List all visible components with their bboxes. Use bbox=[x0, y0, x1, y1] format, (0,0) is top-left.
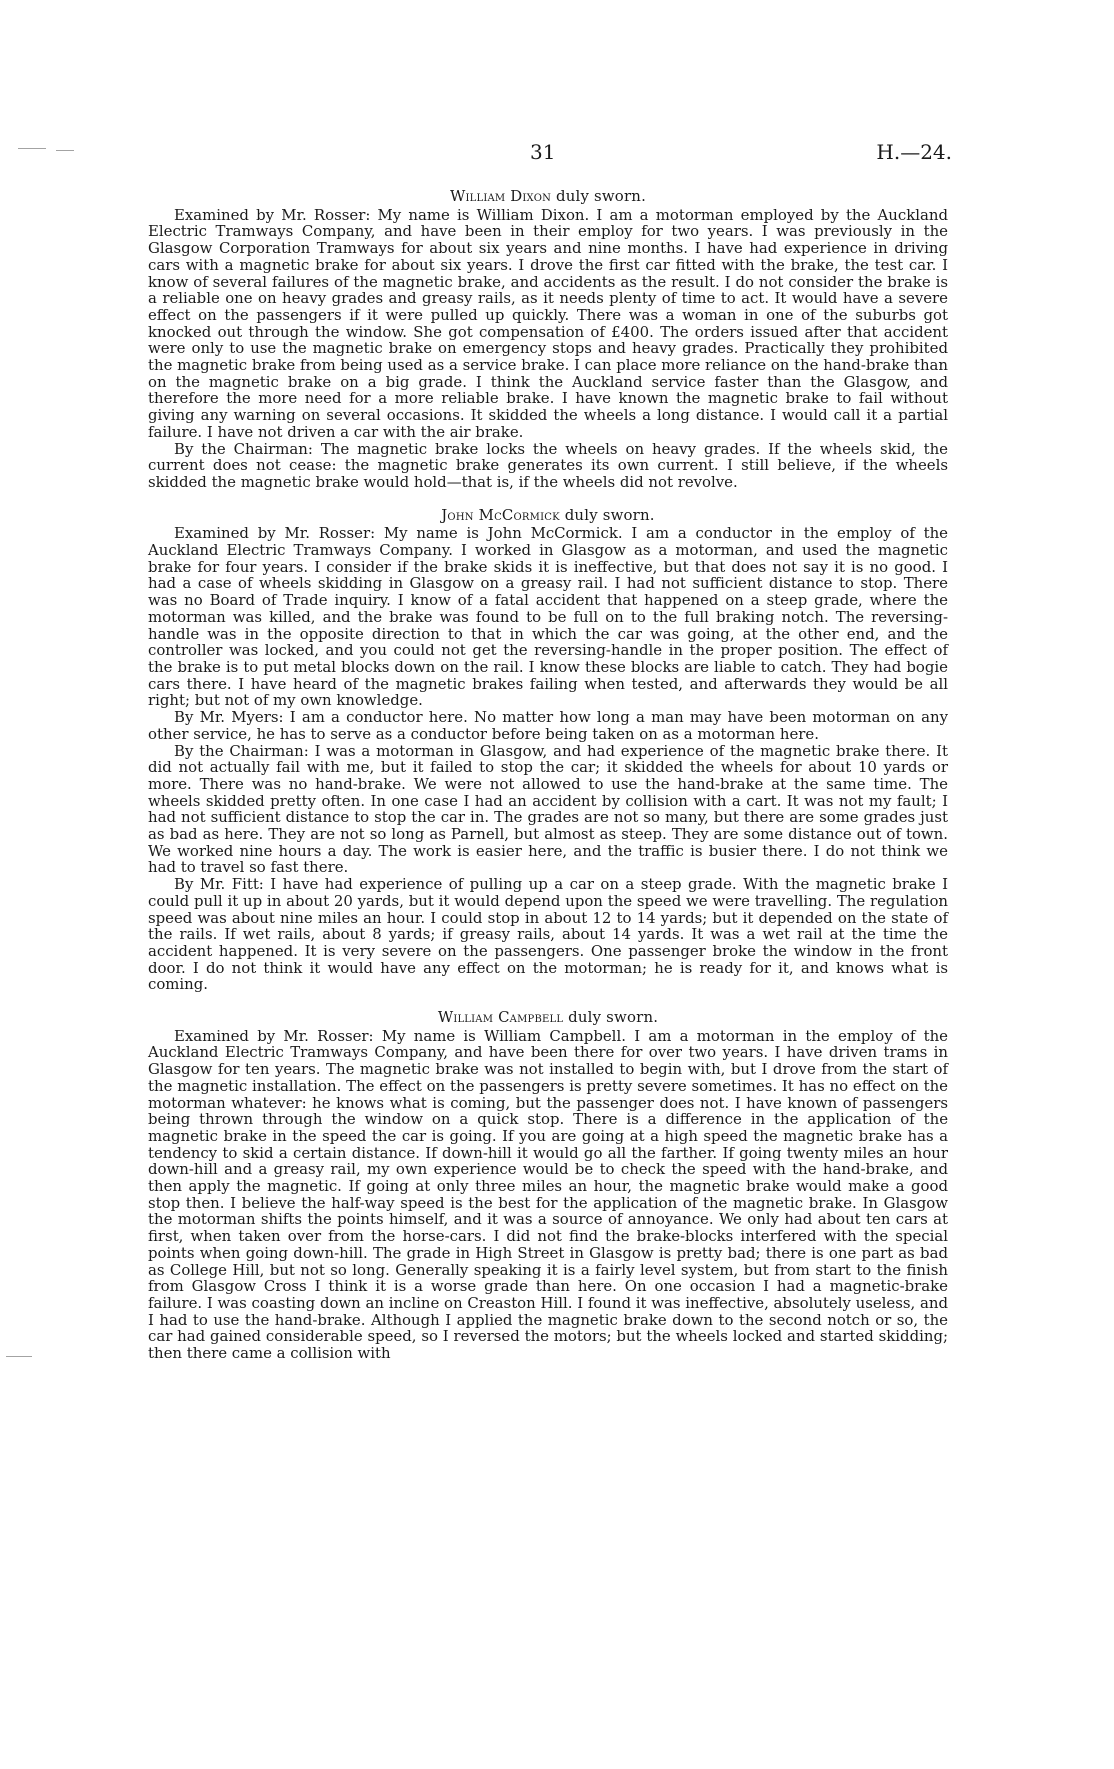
witness-name: William Campbell bbox=[437, 1008, 564, 1027]
testimony-paragraph: Examined by Mr. Rosser: My name is William Campbell. I am a motorman in the employ of the Auckland Electric Tramways Company, and have been there for over two years. I have driven trams in Glasgow for ten years. The magnetic brake was not installed to begin with, but I drove from the start of the magnetic installation. The effect on the passengers is pretty severe sometimes. It has no effect on the motorman whatever: he knows what is coming, but the passenger does not. I have known of passengers being thrown through the window on a quick stop. There is a difference in the application of the magnetic brake in the speed the car is going. If you are going at a high speed the magnetic brake has a tendency to skid a certain distance. If down-hill it would go all the farther. If going twenty miles an hour down-hill and a greasy rail, my own experience would be to check the speed with the hand-brake, and then apply the magnetic. If going at only three miles an hour, the magnetic brake would make a good stop then. I believe the half-way speed is the best for the application of the magnetic brake. In Glasgow the motorman shifts the points himself, and it was a source of annoyance. We only had about ten cars at first, when taken over from the horse-cars. I did not find the brake-blocks interfered with the special points when going down-hill. The grade in High Street in Glasgow is pretty bad; there is one part as bad as College Hill, but not so long. Generally speaking it is a fairly level system, but from start to the finish from Glasgow Cross I think it is a worse grade than here. On one occasion I had a magnetic-brake failure. I was coasting down an incline on Creaston Hill. I found it was ineffective, absolutely useless, and I had to use the hand-brake. Although I applied the magnetic brake down to the second notch or so, the car had gained considerable speed, so I reversed the motors; but the wheels locked and started skidding; then there came a collision with bbox=[148, 1026, 948, 1363]
testimony-body bbox=[148, 188, 948, 1362]
testimony-paragraph: Examined by Mr. Rosser: My name is John McCormick. I am a conductor in the employ of the Auckland Electric Tramways Company. I worked in Glasgow as a motorman, and used the magnetic brake for four years. I consider if the brake skids it is ineffective, but that does not say it is no good. I had a case of wheels skidding in Glasgow on a greasy rail. I had not sufficient distance to stop. There was no Board of Trade inquiry. I know of a fatal accident that happened on a steep grade, where the motorman was killed, and the brake was found to be full on to the full braking notch. The reversing-handle was in the opposite direction to that in which the car was going, at the other end, and the controller was locked, and you could not get the reversing-handle in the proper position. The effect of the brake is to put metal blocks down on the rail. I know these blocks are liable to catch. They had bogie cars there. I have heard of the magnetic brakes failing when tested, and afterwards they would be all right; but not of my own knowledge. bbox=[148, 524, 948, 710]
sworn-label: duly sworn. bbox=[568, 1008, 659, 1027]
testimony-paragraph: By the Chairman: The magnetic brake locks the wheels on heavy grades. If the wheels skid, the current does not cease: the magnetic brake generates its own current. I still believe, if the wheels skidded the magnetic brake would hold—that is, if the wheels did not revolve. bbox=[148, 439, 948, 491]
margin-mark bbox=[18, 148, 46, 149]
testimony-paragraph: By the Chairman: I was a motorman in Glasgow, and had experience of the magnetic brake there. It did not actually fail with me, but it failed to stop the car; it skidded the wheels for about 10 yards or more. There was no hand-brake. We were not allowed to use the hand-brake at the same time. The wheels skidded pretty often. In one case I had an accident by collision with a cart. It was not my fault; I had not sufficient distance to stop the car in. The grades are not so many, but there are some grades just as bad as here. They are not so long as Parnell, but almost as steep. They are some distance out of town. We worked nine hours a day. The work is easier here, and the traffic is busier there. I do not think we had to travel so fast there. bbox=[148, 741, 948, 877]
witness-heading bbox=[148, 1009, 948, 1026]
testimony-paragraph: By Mr. Fitt: I have had experience of pulling up a car on a steep grade. With the magnetic brake I could pull it up in about 20 yards, but it would depend upon the speed we were travelling. The regulation speed was about nine miles an hour. I could stop in about 12 to 14 yards; but it depended on the state of the rails. If wet rails, about 8 yards; if greasy rails, about 14 yards. It was a wet rail at the time the accident happened. It is very severe on the passengers. One passenger broke the window in the front door. I do not think it would have any effect on the motorman; he is ready for it, and knows what is coming. bbox=[148, 875, 948, 994]
testimony-paragraph: Examined by Mr. Rosser: My name is William Dixon. I am a motorman employed by the Auckland Electric Tramways Company, and have been in their employ for two years. I was previously in the Glasgow Corporation Tramways for about six years and nine months. I have had experience in driving cars with a magnetic brake for about six years. I drove the first car fitted with the brake, the test car. I know of several failures of the magnetic brake, and accidents as the result. I do not consider the brake is a reliable one on heavy grades and greasy rails, as it needs plenty of time to act. It would have a severe effect on the passengers if it were pulled up quickly. There was a woman in one of the suburbs got knocked out through the window. She got compensation of £400. The orders issued after that accident were only to use the magnetic brake on emergency stops and heavy grades. Practically they prohibited the magnetic brake from being used as a service brake. I can place more reliance on the hand-brake than on the magnetic brake on a big grade. I think the Auckland service faster than the Glasgow, and therefore the more need for a more reliable brake. I have known the magnetic brake to fail without giving any warning on several occasions. It skidded the wheels a long distance. I would call it a partial failure. I have not driven a car with the air brake. bbox=[148, 205, 948, 441]
margin-mark bbox=[56, 150, 74, 151]
witness-name: John McCormick bbox=[441, 505, 560, 524]
section-gap bbox=[148, 993, 948, 1009]
witness-heading bbox=[148, 188, 948, 205]
sworn-label: duly sworn. bbox=[564, 505, 655, 524]
page-number: 31 bbox=[530, 140, 556, 164]
sworn-label: duly sworn. bbox=[555, 187, 647, 205]
witness-heading bbox=[148, 507, 948, 524]
document-reference: H.—24. bbox=[876, 140, 952, 164]
testimony-paragraph: By Mr. Myers: I am a conductor here. No matter how long a man may have been motorman on any other service, he has to serve as a conductor before being taken on as a motorman here. bbox=[148, 708, 948, 743]
section-gap bbox=[148, 491, 948, 507]
witness-name: William Dixon bbox=[449, 187, 552, 205]
margin-mark bbox=[6, 1356, 32, 1357]
